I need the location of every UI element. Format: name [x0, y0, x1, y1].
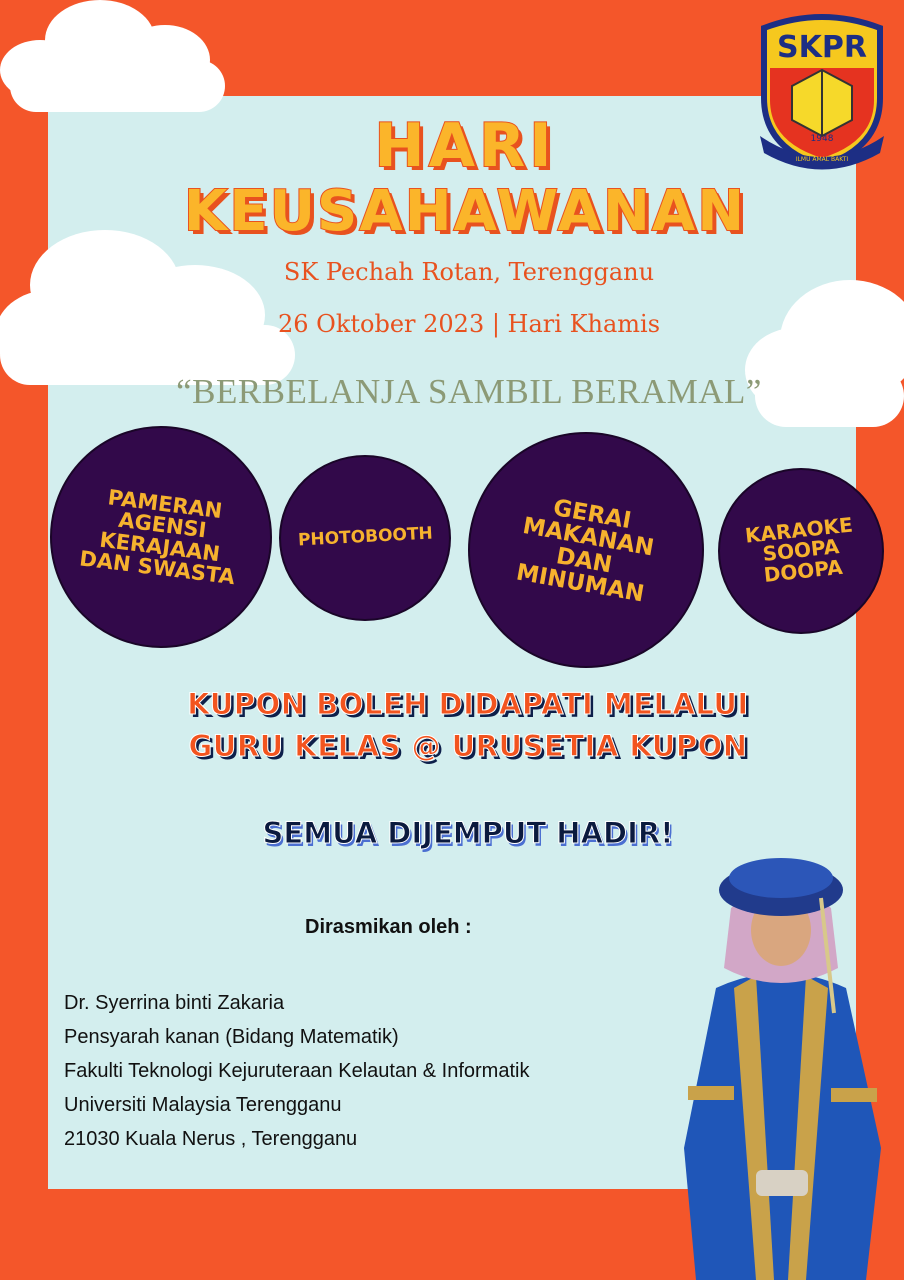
officiator-faculty: Fakulti Teknologi Kejuruteraan Kelautan & Informatik: [64, 1060, 530, 1082]
officiated-by-label: Dirasmikan oleh :: [305, 916, 472, 938]
logo-motto: ILMU AMAL BAKTI: [795, 156, 849, 163]
title-line-1: HARI: [374, 111, 556, 181]
activity-label: PHOTOBOOTH: [297, 523, 433, 551]
logo-year: 1948: [810, 134, 834, 144]
activity-circle-food: [468, 432, 704, 668]
event-date: 26 Oktober 2023 | Hari Khamis: [277, 310, 661, 338]
invitation-text: SEMUA DIJEMPUT HADIR!: [262, 816, 674, 850]
cloud-top-left: [0, 0, 240, 130]
activity-circle-karaoke: [718, 468, 884, 634]
school-name: SK Pechah Rotan, Terengganu: [283, 258, 655, 286]
officiator-name: Dr. Syerrina binti Zakaria: [64, 992, 285, 1014]
officiator-position: Pensyarah kanan (Bidang Matematik): [64, 1026, 399, 1048]
activity-label: KARAOKE SOOPA DOOPA: [743, 512, 854, 588]
cloud-right: [740, 265, 904, 440]
logo-text: SKPR: [777, 30, 867, 65]
officiator-university: Universiti Malaysia Terengganu: [64, 1094, 342, 1116]
activity-label: GERAI MAKANAN DAN MINUMAN: [514, 495, 656, 608]
officiator-portrait: [676, 848, 886, 1280]
coupon-line-1: KUPON BOLEH DIDAPATI MELALUI: [187, 687, 749, 721]
activity-label: PAMERAN AGENSI KERAJAAN DAN SWASTA: [78, 485, 237, 590]
activity-circle-photobooth: [279, 455, 451, 621]
coupon-line-2: GURU KELAS @ URUSETIA KUPON: [188, 729, 748, 763]
event-theme: “BERBELANJA SAMBIL BERAMAL”: [176, 372, 762, 411]
title-line-2: KEUSAHAWANAN: [183, 179, 747, 244]
activity-circle-exhibition: [50, 426, 272, 648]
officiator-address: 21030 Kuala Nerus , Terengganu: [64, 1128, 358, 1150]
officiator-details: [64, 986, 529, 1156]
